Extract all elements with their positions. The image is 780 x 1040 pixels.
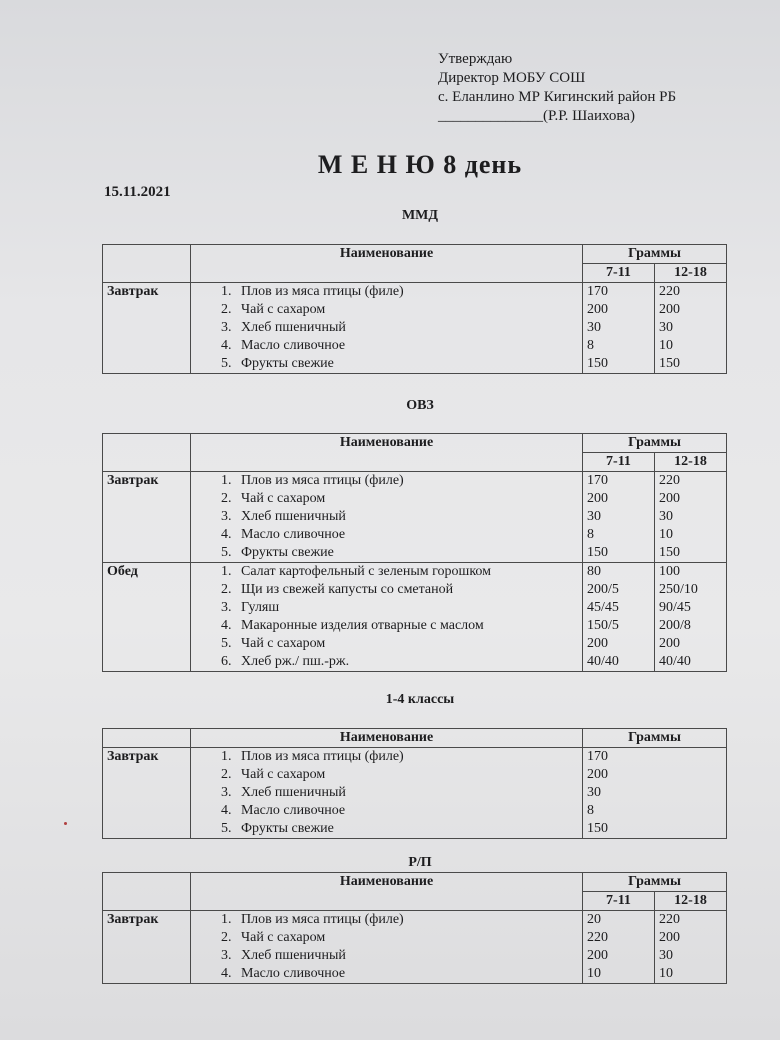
grams-cell [655,472,727,563]
grams-12-18: 100 [659,564,680,579]
grams-7-11: 8 [587,527,594,542]
meal-name: Завтрак [103,748,191,839]
grams-7-11: 8 [587,803,594,818]
menu-item [221,965,578,983]
menu-item-name: Чай с сахаром [241,930,326,945]
grams-12-18: 200 [659,491,680,506]
menu-item [221,283,578,301]
grams-7-11: 30 [587,320,601,335]
grams-12-18: 10 [659,338,673,353]
paper-mark [64,822,67,825]
grams-12-18: 30 [659,509,673,524]
grams-cell [583,472,655,563]
menu-item-number: 3. [221,320,232,335]
menu-item [221,653,578,671]
menu-item [221,319,578,337]
grams-cell [583,748,727,839]
menu-item [221,490,578,508]
menu-items-cell [191,563,583,672]
meal-name: Обед [103,563,191,672]
menu-item-number: 5. [221,356,232,371]
grams-7-11: 40/40 [587,654,619,669]
grams-12-18: 40/40 [659,654,691,669]
menu-item-name: Гуляш [241,600,280,615]
grams-7-11: 150 [587,821,608,836]
menu-item-number: 3. [221,509,232,524]
grams-7-11: 10 [587,966,601,981]
menu-item [221,617,578,635]
menu-item-name: Фрукты свежие [241,821,334,836]
table-header-row [103,873,727,892]
grams-12-18: 200/8 [659,618,691,633]
table-row [103,283,727,374]
menu-items-cell [191,748,583,839]
menu-item-name: Хлеб пшеничный [241,948,346,963]
table-header-row [103,729,727,748]
menu-item-number: 3. [221,948,232,963]
menu-item [221,599,578,617]
header-name: Наименование [191,434,583,472]
grams-7-11: 20 [587,912,601,927]
menu-item-name: Хлеб пшеничный [241,785,346,800]
menu-table-ovz [102,433,727,672]
menu-item-number: 6. [221,654,232,669]
header-meal-cell [103,434,191,472]
header-age-7-11: 7-11 [583,453,655,472]
menu-item [221,947,578,965]
menu-item-number: 4. [221,618,232,633]
menu-item [221,526,578,544]
header-age-12-18: 12-18 [655,453,727,472]
header-meal-cell [103,729,191,748]
menu-items-cell [191,911,583,984]
header-meal-cell [103,873,191,911]
grams-cell [583,563,655,672]
menu-item-name: Хлеб пшеничный [241,509,346,524]
grams-12-18: 220 [659,284,680,299]
menu-item-name: Макаронные изделия отварные с маслом [241,618,484,633]
menu-item-number: 1. [221,473,232,488]
grams-12-18: 30 [659,320,673,335]
menu-item-number: 4. [221,966,232,981]
menu-item-number: 2. [221,930,232,945]
grams-cell [655,911,727,984]
menu-item [221,929,578,947]
menu-item-number: 5. [221,545,232,560]
menu-item-name: Масло сливочное [241,966,346,981]
menu-item-name: Масло сливочное [241,803,346,818]
grams-12-18: 90/45 [659,600,691,615]
grams-7-11: 45/45 [587,600,619,615]
menu-item [221,544,578,562]
grams-12-18: 10 [659,527,673,542]
menu-item-name: Масло сливочное [241,527,346,542]
approval-line: Директор МОБУ СОШ [438,70,586,86]
menu-item-number: 5. [221,821,232,836]
menu-item [221,355,578,373]
menu-item-number: 4. [221,803,232,818]
grams-12-18: 150 [659,356,680,371]
menu-item-name: Масло сливочное [241,338,346,353]
section-title-mmd: ММД [401,208,439,223]
header-name: Наименование [191,873,583,911]
grams-7-11: 170 [587,473,608,488]
meal-name: Завтрак [103,472,191,563]
menu-item-number: 1. [221,284,232,299]
grams-12-18: 200 [659,636,680,651]
menu-item-number: 1. [221,564,232,579]
menu-item-name: Хлеб пшеничный [241,320,346,335]
menu-table-rp [102,872,727,984]
menu-item [221,784,578,802]
menu-item-name: Хлеб рж./ пш.-рж. [241,654,350,669]
menu-item-number: 1. [221,749,232,764]
header-age-7-11: 7-11 [583,892,655,911]
menu-item-name: Фрукты свежие [241,356,334,371]
menu-item [221,748,578,766]
header-age-7-11: 7-11 [583,264,655,283]
grams-7-11: 80 [587,564,601,579]
menu-item-name: Чай с сахаром [241,491,326,506]
meal-name: Завтрак [103,911,191,984]
menu-item-name: Фрукты свежие [241,545,334,560]
menu-item [221,472,578,490]
header-age-12-18: 12-18 [655,892,727,911]
menu-item [221,508,578,526]
section-title-1-4: 1-4 классы [385,692,455,707]
menu-item-number: 4. [221,527,232,542]
grams-12-18: 250/10 [659,582,698,597]
grams-12-18: 220 [659,473,680,488]
menu-item-name: Плов из мяса птицы (филе) [241,284,404,299]
menu-item-name: Плов из мяса птицы (филе) [241,473,404,488]
grams-12-18: 30 [659,948,673,963]
approval-line: Утверждаю [438,51,513,67]
menu-item-name: Плов из мяса птицы (филе) [241,749,404,764]
page-title: М Е Н Ю 8 день [317,150,523,179]
header-grams: Граммы [583,245,727,264]
section-title-rp: Р/П [408,855,432,870]
menu-item-name: Плов из мяса птицы (филе) [241,912,404,927]
menu-item-number: 2. [221,491,232,506]
menu-item-name: Чай с сахаром [241,636,326,651]
grams-12-18: 200 [659,930,680,945]
menu-item [221,581,578,599]
header-age-12-18: 12-18 [655,264,727,283]
grams-cell [583,283,655,374]
grams-cell [655,283,727,374]
grams-7-11: 30 [587,509,601,524]
table-row [103,472,727,563]
section-title-ovz: ОВЗ [406,398,434,413]
menu-items-cell [191,283,583,374]
menu-table-mmd [102,244,727,374]
grams-cell [655,563,727,672]
menu-item-name: Чай с сахаром [241,302,326,317]
grams-7-11: 220 [587,930,608,945]
menu-item [221,635,578,653]
grams-7-11: 150/5 [587,618,619,633]
menu-item [221,337,578,355]
grams-7-11: 200 [587,948,608,963]
approval-block [438,50,676,126]
menu-item-number: 5. [221,636,232,651]
grams-7-11: 30 [587,785,601,800]
menu-item-number: 3. [221,600,232,615]
menu-table-1-4 [102,728,727,839]
menu-item [221,802,578,820]
menu-item-name: Чай с сахаром [241,767,326,782]
menu-item-number: 2. [221,302,232,317]
grams-12-18: 200 [659,302,680,317]
table-header-row [103,245,727,264]
header-name: Наименование [191,245,583,283]
menu-item-name: Салат картофельный с зеленым горошком [241,564,492,579]
grams-7-11: 150 [587,545,608,560]
header-grams: Граммы [583,729,727,748]
header-grams: Граммы [583,873,727,892]
grams-7-11: 200 [587,302,608,317]
approval-line: с. Еланлино МР Кигинский район РБ [438,89,677,105]
grams-7-11: 200 [587,636,608,651]
table-row [103,748,727,839]
grams-7-11: 150 [587,356,608,371]
menu-item-number: 4. [221,338,232,353]
grams-7-11: 8 [587,338,594,353]
grams-12-18: 10 [659,966,673,981]
table-row [103,911,727,984]
table-row [103,563,727,672]
menu-item [221,820,578,838]
table-header-row [103,434,727,453]
grams-12-18: 220 [659,912,680,927]
grams-7-11: 170 [587,749,608,764]
meal-name: Завтрак [103,283,191,374]
menu-item-name: Щи из свежей капусты со сметаной [241,582,454,597]
menu-date: 15.11.2021 [104,184,171,200]
menu-item [221,911,578,929]
menu-item-number: 2. [221,767,232,782]
menu-item-number: 3. [221,785,232,800]
menu-item [221,301,578,319]
grams-7-11: 200/5 [587,582,619,597]
header-name: Наименование [191,729,583,748]
grams-cell [583,911,655,984]
grams-7-11: 200 [587,767,608,782]
header-meal-cell [103,245,191,283]
menu-item [221,563,578,581]
grams-7-11: 170 [587,284,608,299]
header-grams: Граммы [583,434,727,453]
menu-items-cell [191,472,583,563]
menu-item-number: 1. [221,912,232,927]
approval-signature-line: ______________(Р.Р. Шаихова) [438,108,635,124]
menu-item-number: 2. [221,582,232,597]
grams-12-18: 150 [659,545,680,560]
grams-7-11: 200 [587,491,608,506]
menu-item [221,766,578,784]
